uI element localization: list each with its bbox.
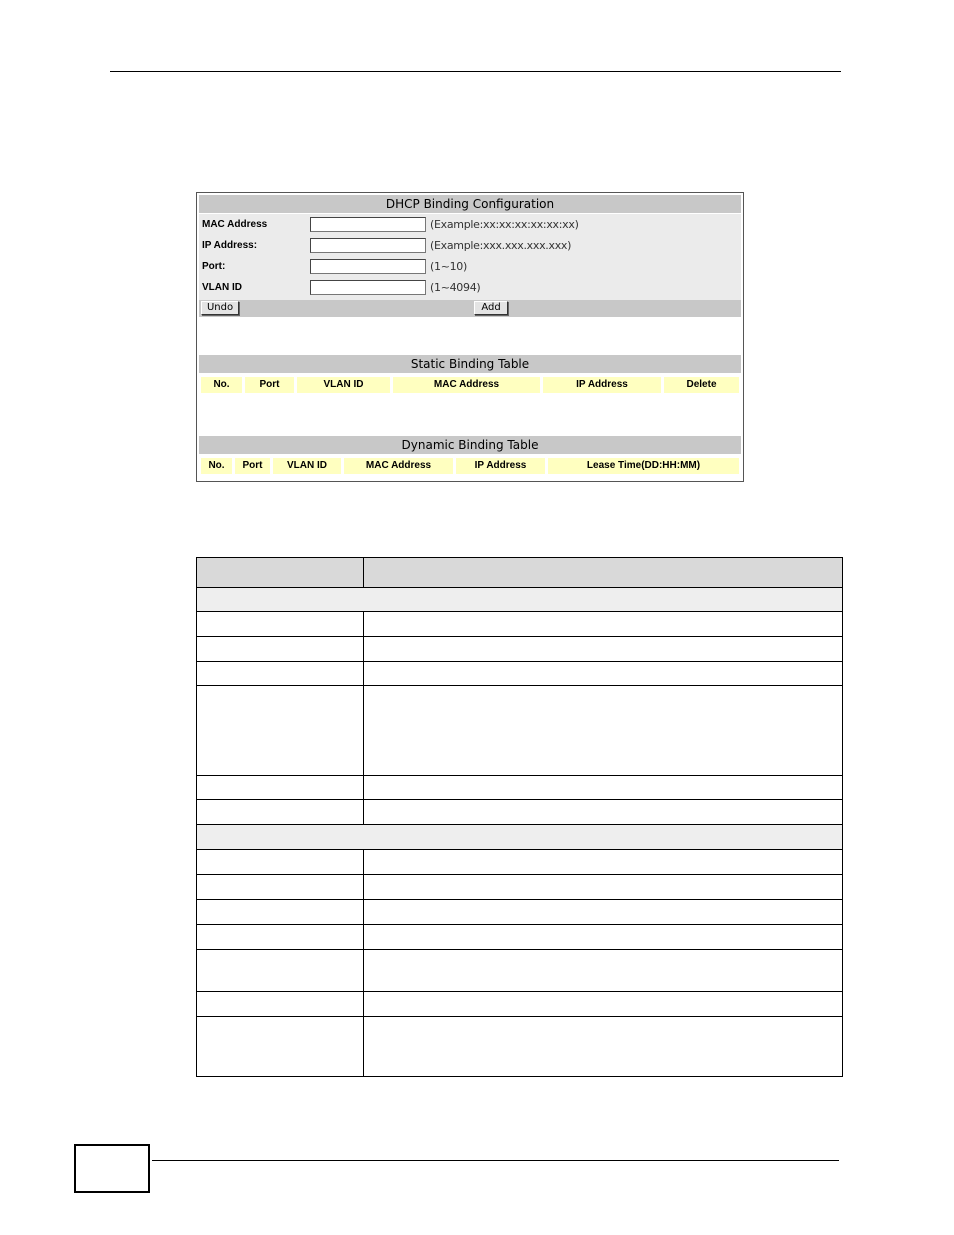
column-divider	[363, 850, 364, 874]
table-row	[196, 850, 843, 875]
table-header-row	[196, 557, 843, 588]
dynamic-table-header	[199, 457, 741, 475]
column-divider	[363, 662, 364, 685]
table-row	[196, 612, 843, 637]
mac-address-hint: (Example:xx:xx:xx:xx:xx:xx)	[430, 218, 579, 231]
column-divider	[363, 992, 364, 1016]
table-row	[196, 900, 843, 925]
column-divider	[363, 925, 364, 949]
dynamic-col-lease-time: Lease Time(DD:HH:MM)	[548, 458, 739, 474]
vlan-id-hint: (1~4094)	[430, 281, 481, 294]
table-row	[196, 1017, 843, 1077]
ip-address-row	[199, 236, 741, 256]
vlan-id-label: VLAN ID	[202, 282, 242, 293]
table-row	[196, 686, 843, 776]
port-hint: (1~10)	[430, 260, 467, 273]
static-col-port: Port	[245, 377, 294, 393]
field-description-table	[196, 557, 843, 1077]
add-button[interactable]: Add	[474, 301, 508, 315]
table-row	[196, 637, 843, 662]
table-row	[196, 925, 843, 950]
column-divider	[363, 558, 364, 587]
column-divider	[363, 800, 364, 824]
table-row	[196, 800, 843, 825]
vlan-id-input[interactable]	[310, 280, 426, 295]
page-number-box	[74, 1144, 150, 1193]
dhcp-binding-panel	[196, 192, 744, 482]
button-bar	[199, 300, 741, 317]
mac-address-input[interactable]	[310, 217, 426, 232]
table-section-row	[196, 825, 843, 850]
column-divider	[363, 776, 364, 799]
table-row	[196, 875, 843, 900]
ip-address-label: IP Address:	[202, 240, 258, 251]
column-divider	[363, 900, 364, 924]
column-divider	[363, 686, 364, 775]
table-row	[196, 776, 843, 800]
dynamic-col-no: No.	[201, 458, 232, 474]
static-col-vlan-id: VLAN ID	[297, 377, 390, 393]
column-divider	[363, 612, 364, 636]
table-row	[196, 662, 843, 686]
undo-button[interactable]: Undo	[201, 301, 239, 315]
ip-address-hint: (Example:xxx.xxx.xxx.xxx)	[430, 239, 572, 252]
column-divider	[363, 637, 364, 661]
static-table-title: Static Binding Table	[199, 355, 741, 373]
dynamic-col-ip-address: IP Address	[456, 458, 545, 474]
port-row	[199, 257, 741, 277]
mac-address-row	[199, 215, 741, 235]
column-divider	[363, 875, 364, 899]
dynamic-col-port: Port	[235, 458, 270, 474]
static-table-header	[199, 376, 741, 394]
port-input[interactable]	[310, 259, 426, 274]
static-col-ip-address: IP Address	[543, 377, 661, 393]
column-divider	[363, 1017, 364, 1076]
ip-address-input[interactable]	[310, 238, 426, 253]
table-row	[196, 950, 843, 992]
config-section-title: DHCP Binding Configuration	[199, 195, 741, 213]
port-label: Port:	[202, 261, 226, 272]
table-section-row	[196, 588, 843, 612]
dynamic-table-title: Dynamic Binding Table	[199, 436, 741, 454]
vlan-id-row	[199, 278, 741, 298]
footer-rule	[152, 1160, 839, 1161]
header-rule	[110, 71, 841, 72]
dynamic-col-vlan-id: VLAN ID	[273, 458, 341, 474]
table-row	[196, 992, 843, 1017]
dynamic-col-mac-address: MAC Address	[344, 458, 453, 474]
config-form	[199, 214, 741, 300]
mac-address-label: MAC Address	[202, 219, 268, 230]
static-col-delete: Delete	[664, 377, 739, 393]
static-col-mac-address: MAC Address	[393, 377, 540, 393]
column-divider	[363, 950, 364, 991]
static-col-no: No.	[201, 377, 242, 393]
